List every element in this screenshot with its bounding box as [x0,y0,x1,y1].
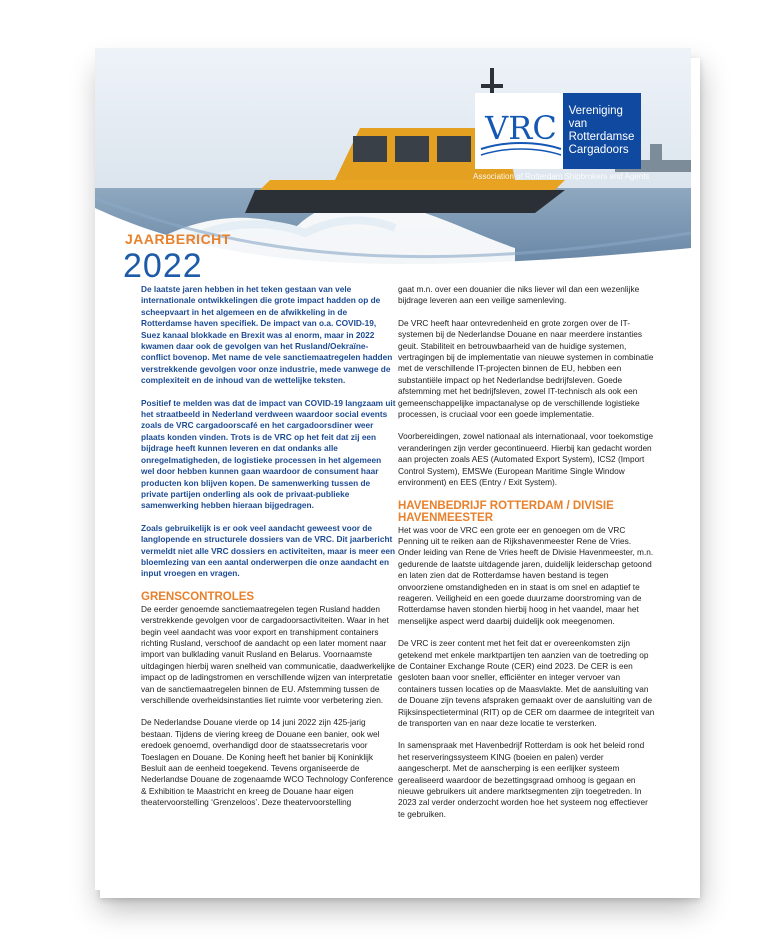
body-paragraph: De eerder genoemde sanctiemaatregelen tegen Rusland hadden verstrekkende gevolgen voor de cargadoorsactiviteiten. Waar in het begin veel aandacht was voor export en transhipment containers richting Rusland, verschoof de aandacht op een later moment naar import van bulklading vanuit Rusland en Belarus. Voornaamste uitdagingen hierbij waren snelheid van communicatie, daadwerkelijke impact op de ladingstromen en verschillende wijzen van interpretatie van de sanctiemaatregelen binnen de EU. Afstemming tussen de verschillende overheidsinstanties liet ruimte voor verbetering zien. [141,603,396,705]
logo-name [563,105,641,157]
logo-name-line-1: Vereniging van [568,105,623,130]
report-year: 2022 [123,247,203,285]
section-heading-grenscontroles: GRENSCONTROLES [141,590,255,603]
right-column [398,284,655,831]
body-paragraph: De VRC heeft haar ontevredenheid en grote zorgen over de IT-systemen bij de Nederlandse Douane en naar meerdere instanties geuit. Stabiliteit en betrouwbaarheid van de huidige systemen, vertragingen bij de implementatie van nieuwe systemen in combinatie met de verschillende IT-projecten binnen de EU, hebben een substantiële impact op het Nederlandse bedrijfsleven. Goede afstemming met het bedrijfsleven, zowel IT-technisch als ook een gemeenschappelijke impactanalyse op de verschillende logistieke processen, is cruciaal voor een goede implementatie. [398,317,654,420]
intro-paragraph: Zoals gebruikelijk is er ook veel aandacht geweest voor de langlopende en structurele dossiers van de VRC. Dit jaarbericht vermeldt niet alle VRC dossiers en activiteiten, maar is meer een bloemlezing van een aantal onderwerpen die onze aandacht en input vroegen en vragen. [141,522,396,579]
vrc-logo-mark [475,93,563,169]
body-paragraph: De Nederlandse Douane vierde op 14 juni 2022 zijn 425-jarig bestaan. Tijdens de viering kreeg de Douane een banier, ook wel eredoek genoemd, overhandigd door de staatssecretaris voor Toeslagen en Douane. De Koning heeft het banier bij Koninklijk Besluit aan de eenheid toegekend. Tevens organiseerde de Nederlandse Douane de zogenaamde WCO Technology Conference & Exhibition te Maastricht en kreeg de Douane haar eigen theatervoorstelling ‘Grenzeloos’. Deze theatervoorstelling [141,717,394,808]
left-column [141,284,396,820]
document-page [95,48,691,890]
logo-tagline: Association of Rotterdam Shipbrokers and Agents [473,172,650,181]
logo-letters: VRC [485,109,557,147]
body-paragraph: Voorbereidingen, zowel nationaal als internationaal, voor toekomstige veranderingen zijn verder gecontinueerd. Hierbij kan gedacht worden aan projecten zoals AES (Automated Export System), ICS2 (Import Control System), EMSWe (European Maritime Single Window environment) en EES (Entry / Exit System). [398,431,654,488]
logo-name-line-2: Rotterdamse [568,131,635,143]
report-label: JAARBERICHT [125,231,231,247]
body-paragraph: gaat m.n. over een douanier die niks liever wil dan een wezenlijke bijdrage leveren aan een veilige samenleving. [398,284,640,306]
body-paragraph: In samenspraak met Havenbedrijf Rotterdam is ook het beleid rond het reserveringssysteem KING (boeien en palen) verder aangescherpt. Met de aanscherping is een eerlijker systeem gerealiseerd waardoor de bezettingsgraad omhoog is gegaan en nieuwe gebruikers uit andere marktsegmenten zijn toegetreden. In 2023 zal verder onderzocht worden hoe het systeem nog effectiever te gebruiken. [398,740,648,819]
intro-paragraph: De laatste jaren hebben in het teken gestaan van vele internationale ontwikkelingen die grote impact hadden op de scheepvaart in het algemeen en de afwikkeling in de Rotterdamse haven specifiek. De impact van o.a. COVID-19, Suez kanaal blokkade en Brexit was al enorm, maar in 2022 kwamen daar ook de gevolgen van het Rusland/Oekraïne-conflict bovenop. Met name de vele sanctiemaatregelen hadden verstrekkende gevolgen voor onze industrie, mede vanwege de complexiteit en de inhoud van de wettelijke teksten. [141,284,393,386]
intro-paragraph: Positief te melden was dat de impact van COVID-19 langzaam uit het straatbeeld in Nederland verdween waardoor social events zoals de VRC cargadoorscafé en het cargadoorsdiner weer plaats konden vinden. Trots is de VRC op het feit dat zij een bijdrage heeft kunnen leveren en dat ondanks alle onregelmatigheden, de logistieke processen in het algemeen wel door hebben kunnen gaan waardoor de consument haar producten kon blijven kopen. De samenwerking tussen de private partijen onderling als ook de privaat-publieke samenwerking hebben hieraan bijgedragen. [141,397,396,511]
section-heading-havenbedrijf: HAVENBEDRIJF ROTTERDAM / DIVISIE HAVENMEESTER [398,499,614,524]
logo-name-line-3: Cargadoors [568,144,629,156]
vrc-logo [475,93,641,169]
body-paragraph: Het was voor de VRC een grote eer en genoegen om de VRC Penning uit te reiken aan de Rijkshavenmeester Rene de Vries. Onder leiding van Rene de Vries heeft de Divisie Havenmeester, m.n. gedurende de laatste uitdagende jaren, duidelijk leiderschap getoond en laten zien dat de Rotterdamse haven bestand is tegen onvoorziene omstandigheden en in staat is om snel en adaptief te reageren. Veiligheid en een goede duurzame doorstroming van de Rotterdamse haven stonden hierbij hoog in het vaandel, maar het menselijke aspect werd daarbij duidelijk ook meegenomen. [398,524,654,626]
body-paragraph: De VRC is zeer content met het feit dat er overeenkomsten zijn getekend met enkele marktpartijen ten aanzien van de toetreding op de Container Exchange Route (CER) eind 2023. De CER is een gesloten baan voor sneller, efficiënter en integer vervoer van containers tussen locaties op de Maasvlakte. Met de aansluiting van de Douane zijn tevens afspraken gemaakt over de aansluiting van de Rijksinspectieterminal (RIT) op de CER om daarmee de integriteit van de transporten van en naar deze locatie te versterken. [398,638,655,728]
